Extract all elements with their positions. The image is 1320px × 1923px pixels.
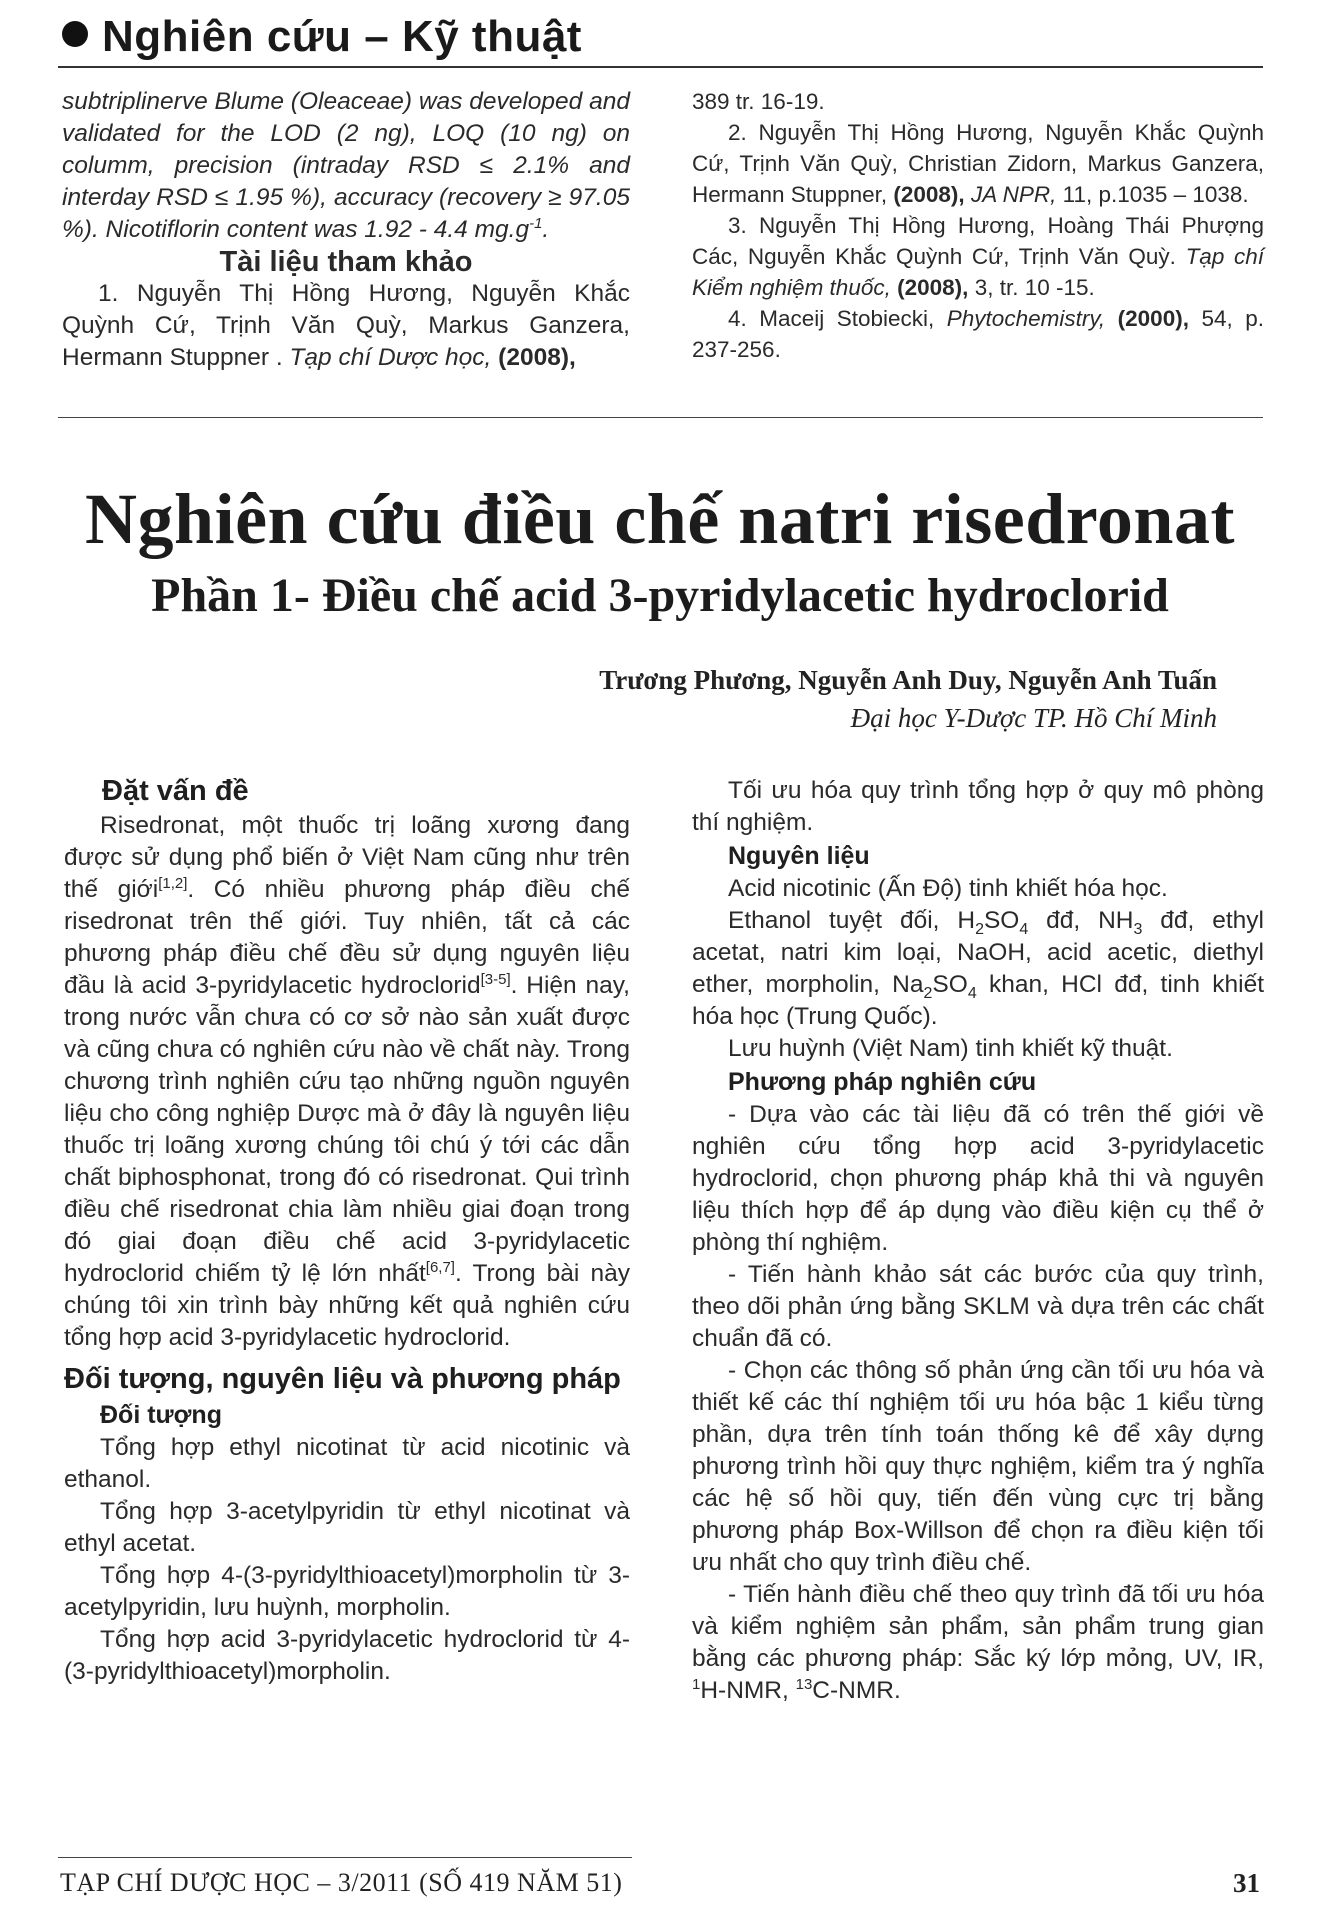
section-header [62, 12, 582, 62]
article-left-column [64, 772, 630, 1688]
method-4-text-b: H-NMR, [700, 1677, 796, 1704]
reference-3 [692, 210, 1264, 303]
citation-3-5: [3-5] [480, 970, 511, 988]
page-number: 31 [1233, 1868, 1260, 1898]
ref3-journal: Tạp chí Kiểm nghiệm thuốc, [692, 244, 1264, 300]
subscript: 2 [923, 984, 933, 1002]
subject-item-4: Tổng hợp acid 3-pyridylacetic hydroclorid từ 4-(3-pyridylthioacetyl)morpholin. [64, 1626, 630, 1685]
superscript: 1 [692, 1675, 701, 1693]
superscript: 13 [795, 1675, 813, 1693]
header-rule [58, 66, 1263, 68]
article-separator [58, 417, 1263, 418]
subscript: 2 [975, 920, 984, 938]
ref3-year: (2008), [897, 275, 969, 300]
article-subtitle: Phần 1- Điều chế acid 3-pyridylacetic hydroclorid [151, 569, 1169, 622]
ref1-authors: 1. Nguyễn Thị Hồng Hương, Nguyễn Khắc Quỳnh Cứ, Trịnh Văn Quỳ, Markus Ganzera, Hermann Stuppner . [62, 280, 630, 371]
subject-item-1: Tổng hợp ethyl nicotinat từ acid nicotinic và ethanol. [64, 1434, 630, 1493]
material-2-text-f: khan, HCl đđ, tinh khiết hóa học (Trung Quốc). [692, 971, 1265, 1030]
material-2-text-b: SO [983, 907, 1020, 934]
ref3-authors: 3. Nguyễn Thị Hồng Hương, Hoàng Thái Phượng Các, Nguyễn Khắc Quỳnh Cứ, Trịnh Văn Quỳ. [692, 213, 1264, 269]
material-1: Acid nicotinic (Ấn Độ) tinh khiết hóa học. [728, 875, 1168, 902]
footer-journal: TẠP CHÍ DƯỢC HỌC – 3/2011 (SỐ 419 NĂM 51) [60, 1868, 623, 1897]
method-item-3: - Chọn các thông số phản ứng cần tối ưu hóa và thiết kế các thí nghiệm tối ưu hóa bậc 1 kiểu từng phần, dựa trên tính toán thống kê để xây dựng phương trình hồi quy thực nghiệm, kiểm tra ý nghĩa các hệ số hồi quy, tiến đến vùng cực trị bằng phương pháp Box-Willson để chọn ra điều kiện tối ưu nhất cho quy trình điều chế. [692, 1357, 1264, 1576]
ref4-journal: Phytochemistry, [946, 306, 1106, 331]
abstract-tail: . [542, 216, 550, 243]
intro-text-4: . Trong bài này chúng tôi xin trình bày những kết quả nghiên cứu tổng hợp acid 3-pyridylacetic hydroclorid. [64, 1260, 631, 1351]
section-header-text: Nghiên cứu – Kỹ thuật [102, 12, 582, 61]
article-right-column [692, 775, 1264, 1707]
abstract-unit-sup: -1 [529, 214, 543, 232]
subscript: 4 [1019, 920, 1029, 938]
material-2 [692, 905, 1264, 1033]
abstract-end [62, 86, 630, 246]
intro-text-1: Risedronat, một thuốc trị loãng xương đang được sử dụng phổ biến ở Việt Nam cũng như trên thế giới [64, 812, 630, 903]
reference-1-continued: 389 tr. 16-19. [692, 89, 825, 114]
material-2-text-e: SO [932, 971, 968, 998]
heading-methods: Đối tượng, nguyên liệu và phương pháp [64, 1363, 621, 1395]
material-2-text-d: đđ, ethyl acetat, natri kim loại, NaOH, acid acetic, diethyl ether, morpholin, Na [692, 907, 1264, 998]
intro-text-3: . Hiện nay, trong nước vẫn chưa có cơ sở nào sản xuất được và cũng chưa có nghiên cứu nào về chất này. Trong chương trình nghiên cứu tạo những nguồn nguyên liệu cho công nghiệp Dược mà ở đây là nguyên liệu thuốc trị loãng xương chúng tôi chú ý tới các dẫn chất biphosphonat, trong đó có risedronat. Qui trình điều chế risedronat chia làm nhiều giai đoạn trong đó giai đoạn điều chế acid 3-pyridylacetic hydroclorid chiếm tỷ lệ lớn nhất [64, 972, 630, 1287]
bullet-icon [62, 21, 88, 47]
ref4-year: (2000), [1117, 306, 1189, 331]
heading-introduction: Đặt vấn đề [102, 775, 249, 807]
method-4-text-a: - Tiến hành điều chế theo quy trình đã tối ưu hóa và kiểm nghiệm sản phẩm, sản phẩm trung gian bằng các phương pháp: Sắc ký lớp mỏng, UV, IR, [692, 1581, 1264, 1672]
ref2-journal: JA NPR, [970, 182, 1057, 207]
article-title: Nghiên cứu điều chế natri risedronat [85, 479, 1235, 559]
citation-1-2: [1,2] [158, 874, 188, 892]
subscript: 3 [1133, 920, 1143, 938]
ref2-year: (2008), [893, 182, 965, 207]
reference-1 [62, 278, 630, 374]
material-3: Lưu huỳnh (Việt Nam) tinh khiết kỹ thuật. [728, 1035, 1173, 1062]
ref2-rest: 11, p.1035 – 1038. [1062, 182, 1249, 207]
abstract-text: subtriplinerve Blume (Oleaceae) was developed and validated for the LOD (2 ng), LOQ (10 ng) on columm, precision (intraday RSD ≤ 2.1% and interday RSD ≤ 1.95 %), accuracy (recovery ≥ 97.05 %). Nicotiflorin content was 1.92 - 4.4 mg.g [62, 88, 630, 243]
heading-research-method: Phương pháp nghiên cứu [728, 1068, 1037, 1096]
method-item-1: - Dựa vào các tài liệu đã có trên thế giới về nghiên cứu tổng hợp acid 3-pyridylacetic hydroclorid, chọn phương pháp khả thi và nguyên liệu thích hợp để áp dụng vào điều kiện cụ thể ở phòng thí nghiệm. [692, 1101, 1264, 1256]
material-2-text-c: đđ, NH [1028, 907, 1134, 934]
heading-subject: Đối tượng [100, 1401, 222, 1429]
ref2-authors: 2. Nguyễn Thị Hồng Hương, Nguyễn Khắc Quỳnh Cứ, Trịnh Văn Quỳ, Christian Zidorn, Markus Ganzera, Hermann Stuppner, [692, 120, 1264, 207]
material-2-text-a: Ethanol tuyệt đối, H [728, 907, 976, 934]
ref3-rest: 3, tr. 10 -15. [974, 275, 1095, 300]
ref1-year: (2008), [498, 344, 576, 371]
reference-2 [692, 117, 1264, 210]
subscript: 4 [967, 984, 977, 1002]
footer-rule [58, 1857, 632, 1858]
article-affiliation: Đại học Y-Dược TP. Hồ Chí Minh [850, 703, 1217, 733]
method-item-2: - Tiến hành khảo sát các bước của quy trình, theo dõi phản ứng bằng SKLM và dựa trên các chất chuẩn đã có. [692, 1261, 1264, 1352]
ref1-journal: Tạp chí Dược học, [289, 344, 492, 371]
citation-6-7: [6,7] [425, 1258, 455, 1276]
ref4-rest: 54, p. 237-256. [692, 306, 1264, 362]
ref4-authors: 4. Maceij Stobiecki, [728, 306, 935, 331]
introduction-paragraph [64, 810, 630, 1354]
intro-text-2: . Có nhiều phương pháp điều chế risedronat trên thế giới. Tuy nhiên, tất cả các phương pháp điều chế đều sử dụng nguyên liệu đầu là acid 3-pyridylacetic hydroclorid [64, 876, 630, 999]
references-heading: Tài liệu tham khảo [219, 246, 473, 278]
prev-article-right-column [692, 86, 1264, 365]
heading-materials: Nguyên liệu [728, 842, 870, 870]
subject-item-2: Tổng hợp 3-acetylpyridin từ ethyl nicotinat và ethyl acetat. [64, 1498, 630, 1557]
optimization-paragraph: Tối ưu hóa quy trình tổng hợp ở quy mô phòng thí nghiệm. [692, 777, 1264, 836]
reference-4 [692, 303, 1264, 365]
article-authors: Trương Phương, Nguyễn Anh Duy, Nguyễn Anh Tuấn [599, 665, 1217, 695]
method-4-text-c: C-NMR. [812, 1677, 901, 1704]
method-item-4 [692, 1579, 1264, 1707]
prev-article-left-column [62, 86, 630, 374]
subject-item-3: Tổng hợp 4-(3-pyridylthioacetyl)morpholin từ 3-acetylpyridin, lưu huỳnh, morpholin. [64, 1562, 630, 1621]
